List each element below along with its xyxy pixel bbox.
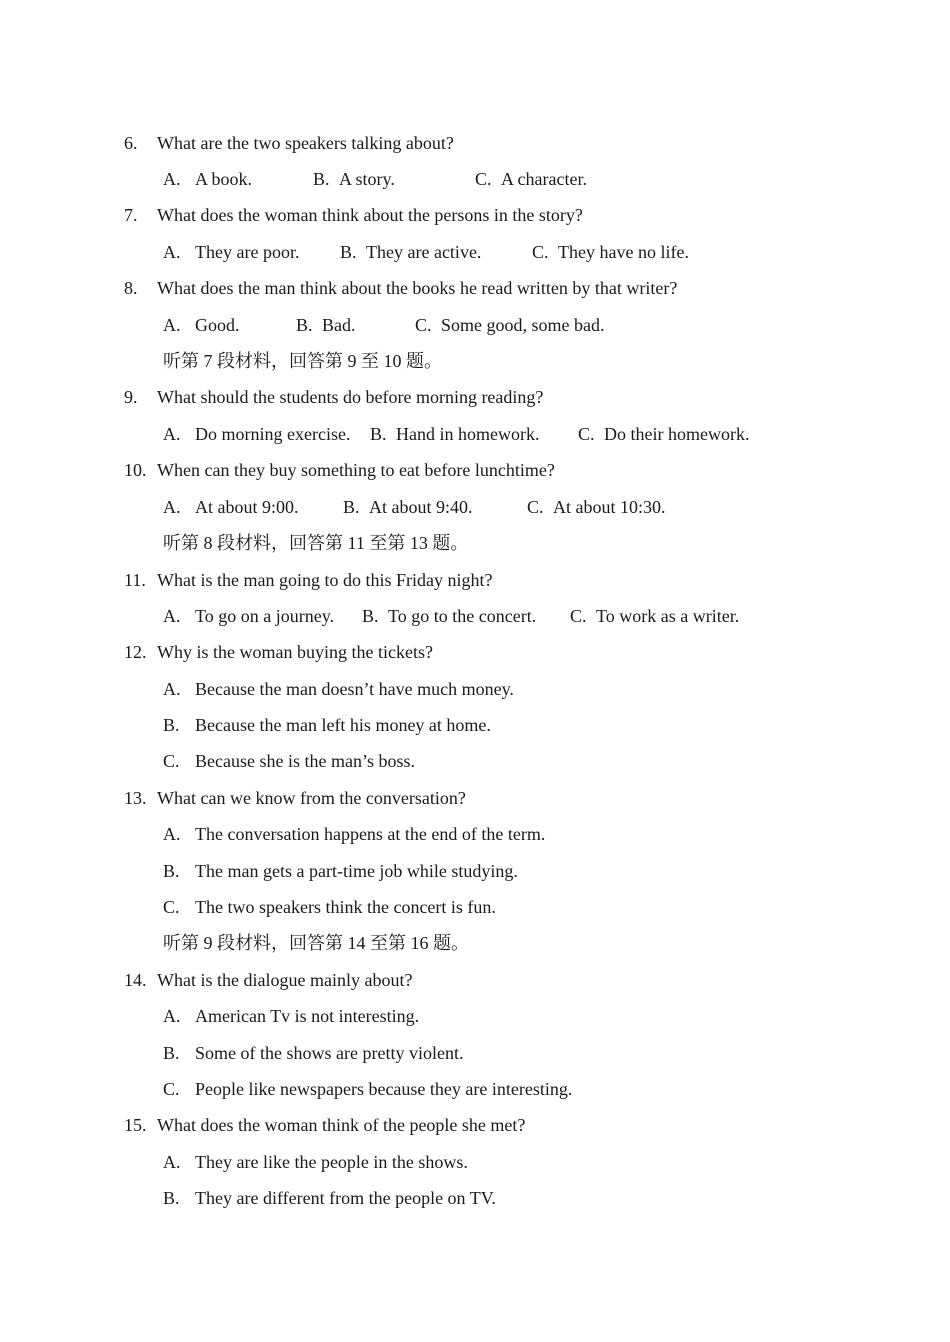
option-text-b: Because the man left his money at home. [195, 715, 491, 735]
option-letter-b: B. [343, 497, 360, 517]
option-text-a: American Tv is not interesting. [195, 1006, 420, 1026]
option-text-c: Some good, some bad. [441, 315, 605, 335]
option-text-c: Do their homework. [604, 424, 750, 444]
option-letter-a: A. [163, 679, 181, 699]
option-text-b: Hand in homework. [396, 424, 540, 444]
option-letter-b: B. [362, 606, 379, 626]
option-letter-c: C. [578, 424, 595, 444]
option-text-a: Good. [195, 315, 240, 335]
option-letter-b: B. [163, 715, 180, 735]
option-letter-b: B. [296, 315, 313, 335]
option-text-b: At about 9:40. [369, 497, 473, 517]
option-text-a: Do morning exercise. [195, 424, 351, 444]
option-letter-a: A. [163, 824, 181, 844]
question-number: 8. [124, 278, 138, 298]
option-text-b: Some of the shows are pretty violent. [195, 1043, 464, 1063]
option-text-b: Bad. [322, 315, 356, 335]
question-number: 14. [124, 970, 147, 990]
option-letter-b: B. [340, 242, 357, 262]
question-number: 9. [124, 387, 138, 407]
option-letter-c: C. [570, 606, 587, 626]
option-letter-c: C. [163, 897, 180, 917]
option-letter-c: C. [415, 315, 432, 335]
option-text-b: To go to the concert. [388, 606, 537, 626]
question-text: What can we know from the conversation? [157, 788, 466, 808]
option-letter-b: B. [163, 1188, 180, 1208]
option-letter-a: A. [163, 424, 181, 444]
question-number: 12. [124, 642, 147, 662]
question-text: What does the woman think about the persons in the story? [157, 205, 583, 225]
option-letter-b: B. [163, 861, 180, 881]
option-letter-a: A. [163, 497, 181, 517]
question-number: 11. [124, 570, 146, 590]
option-text-a: At about 9:00. [195, 497, 299, 517]
option-text-c: The two speakers think the concert is fun. [195, 897, 496, 917]
option-letter-a: A. [163, 1006, 181, 1026]
question-text: What is the man going to do this Friday night? [157, 570, 493, 590]
option-letter-a: A. [163, 242, 181, 262]
option-text-b: The man gets a part-time job while studying. [195, 861, 518, 881]
question-number: 6. [124, 133, 138, 153]
option-letter-a: A. [163, 606, 181, 626]
option-letter-b: B. [163, 1043, 180, 1063]
option-letter-b: B. [313, 169, 330, 189]
option-letter-a: A. [163, 1152, 181, 1172]
section-heading-8: 听第 8 段材料，回答第 11 至第 13 题。 [163, 533, 469, 553]
option-text-b: They are different from the people on TV. [195, 1188, 496, 1208]
question-text: Why is the woman buying the tickets? [157, 642, 433, 662]
question-text: When can they buy something to eat before lunchtime? [157, 460, 555, 480]
option-letter-c: C. [163, 1079, 180, 1099]
option-text-a: To go on a journey. [195, 606, 335, 626]
option-text-c: At about 10:30. [553, 497, 666, 517]
question-number: 13. [124, 788, 147, 808]
section-heading-7: 听第 7 段材料，回答第 9 至 10 题。 [163, 351, 442, 371]
question-number: 7. [124, 205, 138, 225]
option-text-c: A character. [501, 169, 587, 189]
option-letter-a: A. [163, 169, 181, 189]
option-text-c: People like newspapers because they are interesting. [195, 1079, 573, 1099]
option-text-c: They have no life. [558, 242, 689, 262]
option-text-a: The conversation happens at the end of the term. [195, 824, 546, 844]
option-text-b: A story. [339, 169, 395, 189]
option-letter-c: C. [532, 242, 549, 262]
question-text: What is the dialogue mainly about? [157, 970, 413, 990]
option-text-a: Because the man doesn’t have much money. [195, 679, 514, 699]
option-text-c: To work as a writer. [596, 606, 740, 626]
option-letter-c: C. [475, 169, 492, 189]
question-text: What does the man think about the books he read written by that writer? [157, 278, 678, 298]
question-text: What does the woman think of the people she met? [157, 1115, 526, 1135]
question-text: What should the students do before morning reading? [157, 387, 544, 407]
option-text-a: A book. [195, 169, 253, 189]
section-heading-9: 听第 9 段材料，回答第 14 至第 16 题。 [163, 933, 469, 953]
question-number: 15. [124, 1115, 147, 1135]
option-letter-a: A. [163, 315, 181, 335]
option-letter-c: C. [527, 497, 544, 517]
option-text-a: They are like the people in the shows. [195, 1152, 468, 1172]
question-text: What are the two speakers talking about? [157, 133, 454, 153]
option-letter-b: B. [370, 424, 387, 444]
option-text-c: Because she is the man’s boss. [195, 751, 415, 771]
question-number: 10. [124, 460, 147, 480]
option-text-b: They are active. [366, 242, 482, 262]
option-text-a: They are poor. [195, 242, 300, 262]
option-letter-c: C. [163, 751, 180, 771]
